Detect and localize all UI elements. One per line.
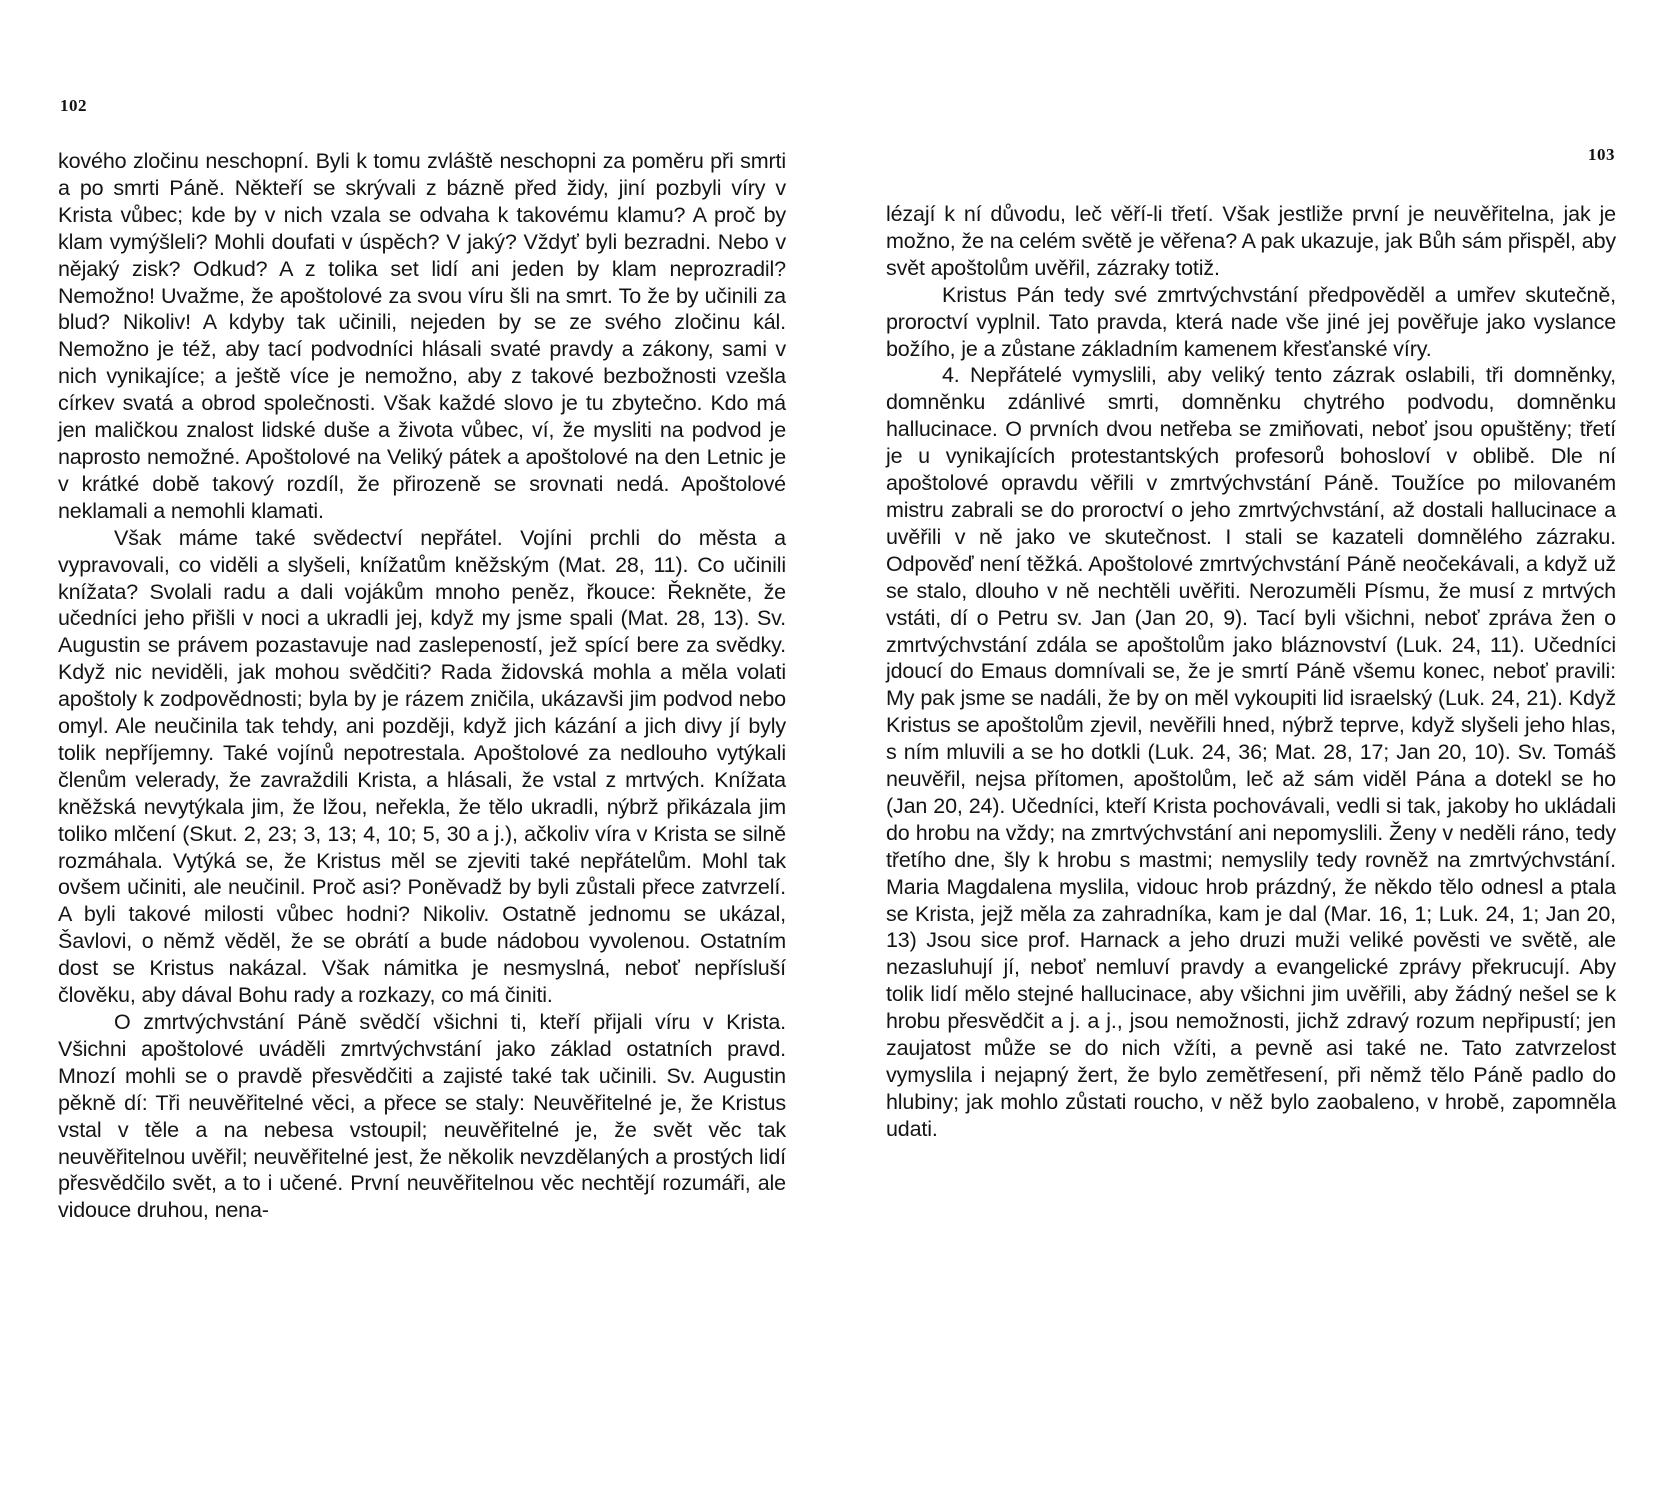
page-text	[886, 201, 1616, 1143]
paragraph: Kristus Pán tedy své zmrtvýchvstání předpověděl a umřev skutečně, proroctví vyplnil. Tato pravda, která nade vše jiné jej pověřuje jako vyslance božího, je a zůstane základním kamenem křesťanské víry.	[886, 282, 1616, 361]
page-text	[58, 148, 786, 1224]
paragraph: kového zločinu neschopní. Byli k tomu zvláště neschopni za poměru při smrti a po smrti Páně. Někteří se skrývali z bázně před židy, jiní pozbyli víry v Krista vůbec; kde by v nich vzala se odvaha k takovému klamu? A proč by klam vymýšleli? Mohli doufati v úspěch? V jaký? Vždyť byli bezradni. Nebo v nějaký zisk? Odkud? A z tolika set lidí ani jeden by klam neprozradil? Nemožno! Uvažme, že apoštolové za svou víru šli na smrt. To že by učinili za blud? Nikoliv! A kdyby tak učinili, nejeden by se ze svého zločinu kál. Nemožno je též, aby tací podvodníci hlásali svaté pravdy a zákony, sami v nich vynikajíce; a ještě více je nemožno, aby z takové bezbožnosti vzešla církev svatá a obrod společnosti. Však každé slovo je tu zbytečno. Kdo má jen maličkou znalost lidské duše a života vůbec, ví, že mysliti na podvod je naprosto nemožné. Apoštolové na Veliký pátek a apoštolové na den Letnic je v krátké době takový rozdíl, že přirozeně se srovnati nedá. Apoštolové neklamali a nemohli klamati.	[58, 149, 786, 523]
paragraph: 4. Nepřátelé vymyslili, aby veliký tento zázrak oslabili, tři domněnky, domněnku zdánlivé smrti, domněnku chytrého podvodu, domněnku hallucinace. O prvních dvou netřeba se zmiňovati, neboť jsou opuštěny; třetí je u vynikajících protestantských profesorů bohosloví v oblibě. Dle ní apoštolové opravdu věřili v zmrtvýchvstání Páně. Toužíce po milovaném mistru zabrali se do proroctví o jeho zmrtvýchvstání, až dostali hallucinace a uvěřili v ně jako ve skutečnost. I stali se kazateli domnělého zázraku. Odpověď není těžká. Apoštolové zmrtvýchvstání Páně neočekávali, a když už se stalo, dlouho v ně nechtěli uvěřiti. Nerozuměli Písmu, že musí z mrtvých vstáti, dí o Petru sv. Jan (Jan 20, 9). Tací byli všichni, neboť zpráva žen o zmrtvýchvstání zdála se apoštolům jako bláznovství (Luk. 24, 11). Učedníci jdoucí do Emaus domnívali se, že je smrtí Páně všemu konec, neboť pravili: My pak jsme se nadáli, že by on měl vykoupiti lid israelský (Luk. 24, 21). Když Kristus se apoštolům zjevil, nevěřili hned, nýbrž teprve, když slyšeli jeho hlas, s ním mluvili a se ho dotkli (Luk. 24, 36; Mat. 28, 17; Jan 20, 10). Sv. Tomáš neuvěřil, nejsa přítomen, apoštolům, leč až sám viděl Pána a dotekl se ho (Jan 20, 24). Učedníci, kteří Krista pochovávali, vedli si tak, jakoby ho ukládali do hrobu na vždy; na zmrtvýchvstání ani nepomyslili. Ženy v neděli ráno, tedy třetího dne, šly k hrobu s mastmi; nemyslily tedy rovněž na zmrtvýchvstání. Maria Magdalena myslila, vidouc hrob prázdný, že někdo tělo odnesl a ptala se Krista, jejž měla za zahradníka, kam je dal (Mar. 16, 1; Luk. 24, 1; Jan 20, 13) Jsou sice prof. Harnack a jeho druzi muži veliké pověsti ve světě, ale nezasluhují jí, neboť nemluví pravdy a evangelické zprávy překrucují. Aby tolik lidí mělo stejné hallucinace, aby všichni jim uvěřili, aby žádný nešel se k hrobu přesvědčit a j. a j., jsou nemožnosti, jichž zdravý rozum nepřipustí; jen zaujatost může se do nich vžíti, a pevně asi také ne. Tato zatvrzelost vymyslila i nejapný žert, že bylo zemětřesení, při němž tělo Páně padlo do hlubiny; jak mohlo zůstati roucho, v něž bylo zaobaleno, v hrobě, zapomněla udati.	[886, 363, 1616, 1141]
right-page	[836, 0, 1672, 1500]
paragraph: Však máme také svědectví nepřátel. Vojíni prchli do města a vypravovali, co viděli a slyšeli, knížatům kněžským (Mat. 28, 11). Co učinili knížata? Svolali radu a dali vojákům mnoho peněz, řkouce: Řekněte, že učedníci jeho přišli v noci a ukradli jej, když my jsme spali (Mat. 28, 13). Sv. Augustin se právem pozastavuje nad zaslepeností, jež spící bere za svědky. Když nic neviděli, jak mohou svědčiti? Rada židovská mohla a měla volati apoštoly k zodpovědnosti; byla by je rázem zničila, ukázavši jim podvod nebo omyl. Ale neučinila tak tehdy, ani později, když jich kázání a jich divy jí byly tolik nepříjemny. Také vojínů nepotrestala. Apoštolové za nedlouho vytýkali členům velerady, že zavraždili Krista, a hlásali, že vstal z mrtvých. Knížata kněžská nevytýkala jim, že lžou, neřekla, že tělo ukradli, nýbrž přikázala jim toliko mlčení (Skut. 2, 23; 3, 13; 4, 10; 5, 30 a j.), ačkoliv víra v Krista se silně rozmáhala. Vytýká se, že Kristus měl se zjeviti také nepřátelům. Mohl tak ovšem učiniti, ale neučinil. Proč asi? Poněvadž by byli zůstali přece zatvrzelí. A byli takové milosti vůbec hodni? Nikoliv. Ostatně jednomu se ukázal, Šavlovi, o němž věděl, že se obrátí a bude nádobou vyvolenou. Ostatním dost se Kristus nakázal. Však námitka je nesmyslná, neboť nepřísluší člověku, aby dával Bohu rady a rozkazy, co má činiti.	[58, 525, 786, 1008]
page-number: 102	[60, 96, 87, 115]
page-number: 103	[1588, 145, 1615, 164]
paragraph: O zmrtvýchvstání Páně svědčí všichni ti, kteří přijali víru v Krista. Všichni apoštolové uváděli zmrtvýchvstání jako základ ostatních pravd. Mnozí mohli se o pravdě přesvědčiti a zajisté také tak učinili. Sv. Augustin pěkně dí: Tři neuvěřitelné věci, a přece se staly: Neuvěřitelné je, že Kristus vstal v těle a na nebesa vstoupil; neuvěřitelné je, že svět věc tak neuvěřitelnou uvěřil; neuvěřitelné jest, že několik nevzdělaných a prostých lidí přesvědčilo svět, a to i učené. První neuvěřitelnou věc nechtějí rozumáři, ale vidouce druhou, nena-	[58, 1010, 786, 1223]
paragraph: lézají k ní důvodu, leč věří-li třetí. Však jestliže první je neuvěřitelna, jak je možno, že na celém světě je věřena? A pak ukazuje, jak Bůh sám přispěl, aby svět apoštolům uvěřil, zázraky totiž.	[886, 202, 1616, 280]
